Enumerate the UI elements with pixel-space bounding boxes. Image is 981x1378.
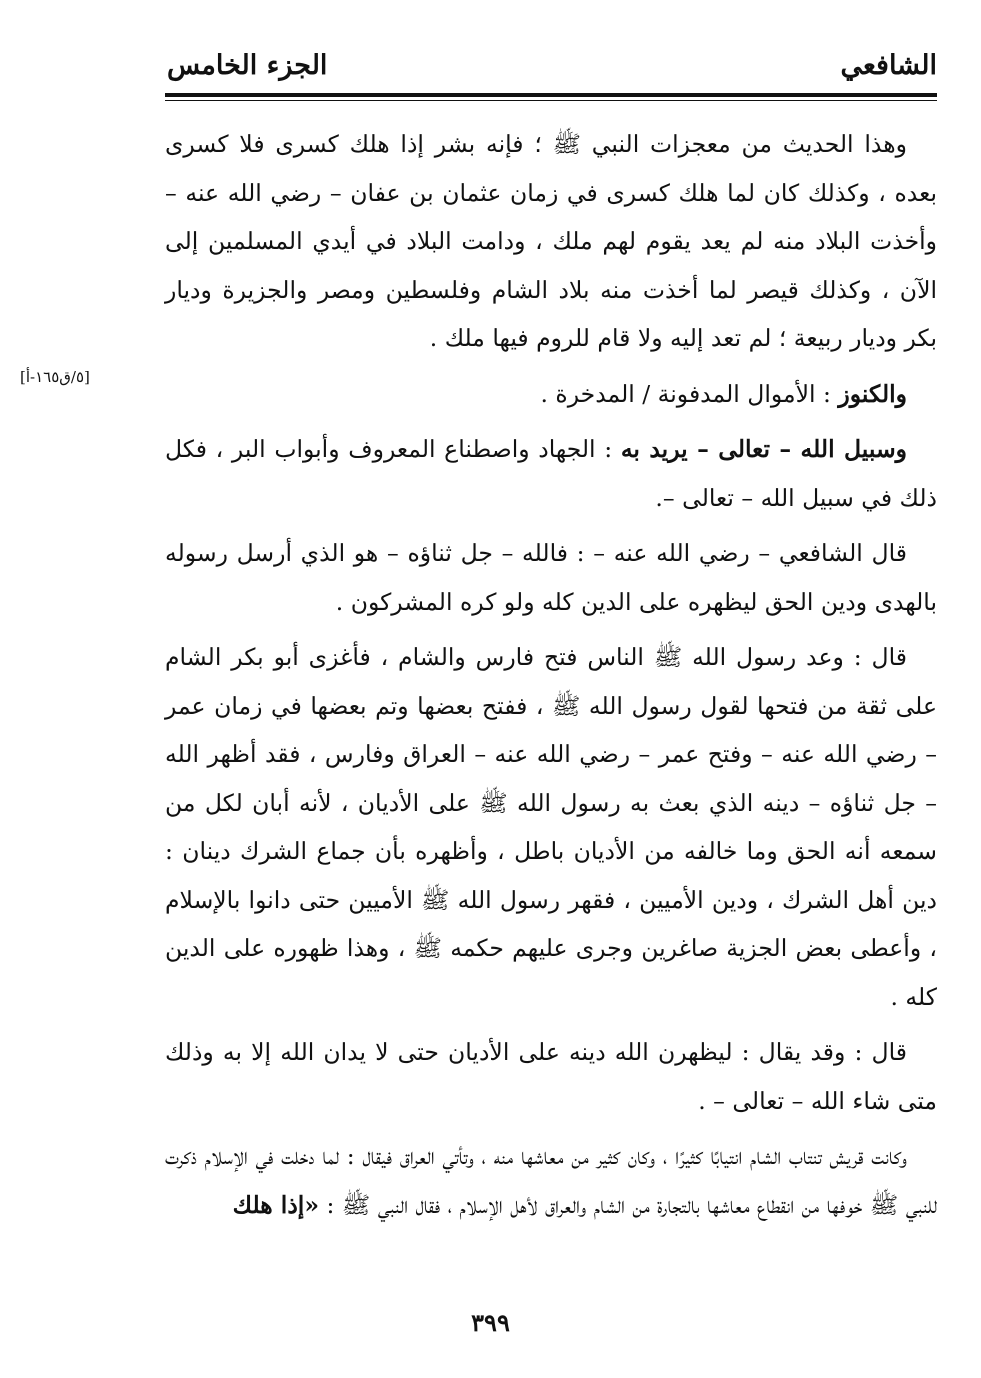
paragraph-hadith-miracle: وهذا الحديث من معجزات النبي ﷺ ؛ فإنه بشر إذا هلك كسرى فلا كسرى بعده ، وكذلك كان لما هلك كسرى في زمان عثمان بن عفان – رضي الله عنه – وأخذت البلاد منه لم يعد يقوم لهم ملك ، ودامت البلاد في أيدي المسلمين إلى الآن ، وكذلك قيصر لما أخذت منه بلاد الشام وفلسطين ومصر والجزيرة وديار بكر وديار ربيعة ؛ لم تعد إليه ولا قام للروم فيها ملك . [165, 130, 937, 352]
term-path-of-god: وسبيل الله – تعالى – يريد به [620, 435, 907, 463]
page-number: ٣٩٩ [471, 1308, 510, 1337]
page-body [165, 120, 937, 1229]
quraysh-text: وكانت قريش تنتاب الشام انتيابًا كثيرًا ، وكان كثير من معاشها منه ، وتأتي العراق فيقال : لما دخلت في الإسلام ذكرت للنبي ﷺ خوفها من انقطاع معاشها بالتجارة من الشام والعراق لأهل الإسلام ، فقال النبي ﷺ : [165, 1142, 937, 1219]
paragraph-another-saying: قال : وقد يقال : ليظهرن الله دينه على الأديان حتى لا يدان الله إلا به وذلك متى شاء الله – تعالى – . [165, 1038, 937, 1115]
paragraph-treasures [165, 370, 937, 419]
paragraph-path-of-god [165, 425, 937, 522]
definition-treasures: : الأموال المدفونة / المدخرة . [540, 379, 839, 408]
header-rule-thin [165, 100, 937, 101]
header-rule-thick [165, 93, 937, 97]
volume-title: الجزء الخامس [167, 50, 328, 81]
book-title: الشافعي [840, 50, 937, 81]
hadith-start: «إذا هلك [232, 1190, 320, 1219]
page-header [165, 38, 937, 96]
manuscript-folio-note: [٥/ق١٦٥-أ] [20, 368, 90, 386]
paragraph-promise-conquest: قال : وعد رسول الله ﷺ الناس فتح فارس والشام ، فأغزى أبو بكر الشام على ثقة من فتحها لقول رسول الله ﷺ ، ففتح بعضها وتم بعضها في زمان عمر – رضي الله عنه – وفتح عمر – رضي الله عنه – العراق وفارس ، فقد أظهر الله – جل ثناؤه – دينه الذي بعث به رسول الله ﷺ على الأديان ، لأنه أبان لكل من سمعه أنه الحق وما خالفه من الأديان باطل ، وأظهره بأن جماع الشرك دينان : دين أهل الشرك ، ودين الأميين ، فقهر رسول الله ﷺ الأميين حتى دانوا بالإسلام ، وأعطى بعض الجزية صاغرين وجرى عليهم حكمه ﷺ ، وهذا ظهوره على الدين كله . [165, 643, 937, 1011]
definition-path-of-god: : الجهاد واصطناع المعروف وأبواب البر ، فكل ذلك في سبيل الله – تعالى –. [165, 435, 937, 512]
paragraph-shafii-quote: قال الشافعي – رضي الله عنه – : فالله – جل ثناؤه – هو الذي أرسل رسوله بالهدى ودين الحق ليظهره على الدين كله ولو كره المشركون . [165, 539, 937, 616]
term-treasures: والكنوز [838, 379, 907, 408]
paragraph-quraysh [165, 1132, 937, 1229]
